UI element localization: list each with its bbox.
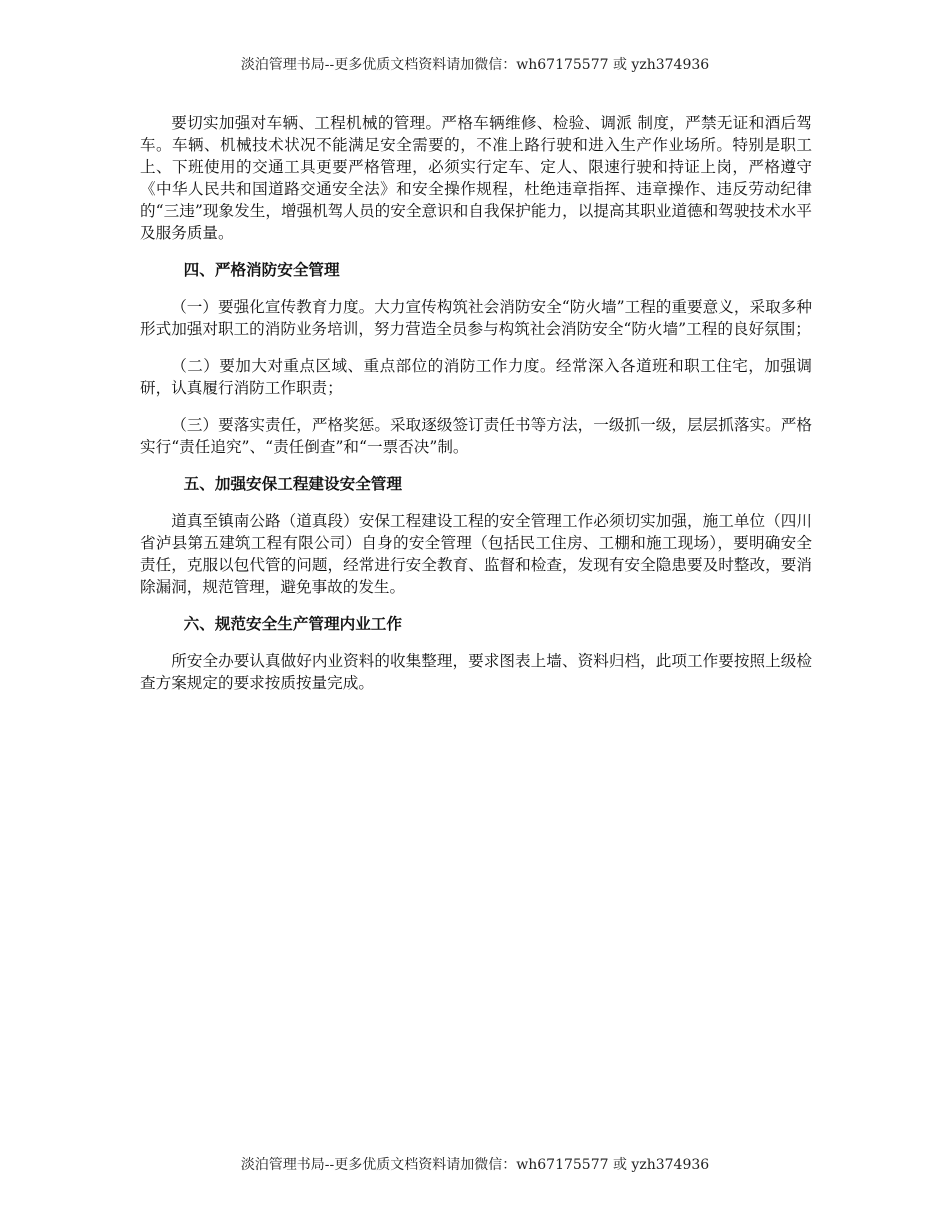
paragraph-vehicle-management: 要切实加强对车辆、工程机械的管理。严格车辆维修、检验、调派 制度，严禁无证和酒后驾车。车辆、机械技术状况不能满足安全需要的，不准上路行驶和进入生产作业场所。特别是职工上、下班使用的交通工具更要严格管理，必须实行定车、定人、限速行驶和持证上岗，严格遵守《中华人民共和国道路交通安全法》和安全操作规程，杜绝违章指挥、违章操作、违反劳动纪律的“三违”现象发生，增强机驾人员的安全意识和自我保护能力，以提高其职业道德和驾驶技术水平及服务质量。 — [140, 114, 812, 242]
document-body — [140, 112, 812, 709]
paragraph-fire-safety-3: （三）要落实责任，严格奖惩。采取逐级签订责任书等方法，一级抓一级，层层抓落实。严格实行“责任追究”、“责任倒查”和“一票否决”制。 — [140, 416, 812, 456]
paragraph-fire-safety-1: （一）要强化宣传教育力度。大力宣传构筑社会消防安全“防火墙”工程的重要意义，采取多种形式加强对职工的消防业务培训，努力营造全员参与构筑社会消防安全“防火墙”工程的良好氛围； — [140, 298, 812, 338]
section-heading-fire-safety: 四、严格消防安全管理 — [183, 260, 340, 279]
paragraph-safety-engineering: 道真至镇南公路（道真段）安保工程建设工程的安全管理工作必须切实加强，施工单位（四川省泸县第五建筑工程有限公司）自身的安全管理（包括民工住房、工棚和施工现场），要明确安全责任，克服以包代管的问题，经常进行安全教育、监督和检查，发现有安全隐患要及时整改，要消除漏洞，规范管理，避免事故的发生。 — [140, 512, 812, 596]
page-header: 淡泊管理书局--更多优质文档资料请加微信：wh67175577 或 yzh374936 — [240, 57, 710, 73]
section-heading-safety-engineering: 五、加强安保工程建设安全管理 — [183, 474, 402, 493]
section-heading-internal-work: 六、规范安全生产管理内业工作 — [183, 614, 402, 633]
paragraph-internal-work: 所安全办要认真做好内业资料的收集整理，要求图表上墙、资料归档，此项工作要按照上级检查方案规定的要求按质按量完成。 — [140, 652, 812, 692]
paragraph-fire-safety-2: （二）要加大对重点区域、重点部位的消防工作力度。经常深入各道班和职工住宅，加强调研，认真履行消防工作职责； — [140, 357, 812, 397]
page-footer: 淡泊管理书局--更多优质文档资料请加微信：wh67175577 或 yzh374936 — [240, 1157, 710, 1173]
